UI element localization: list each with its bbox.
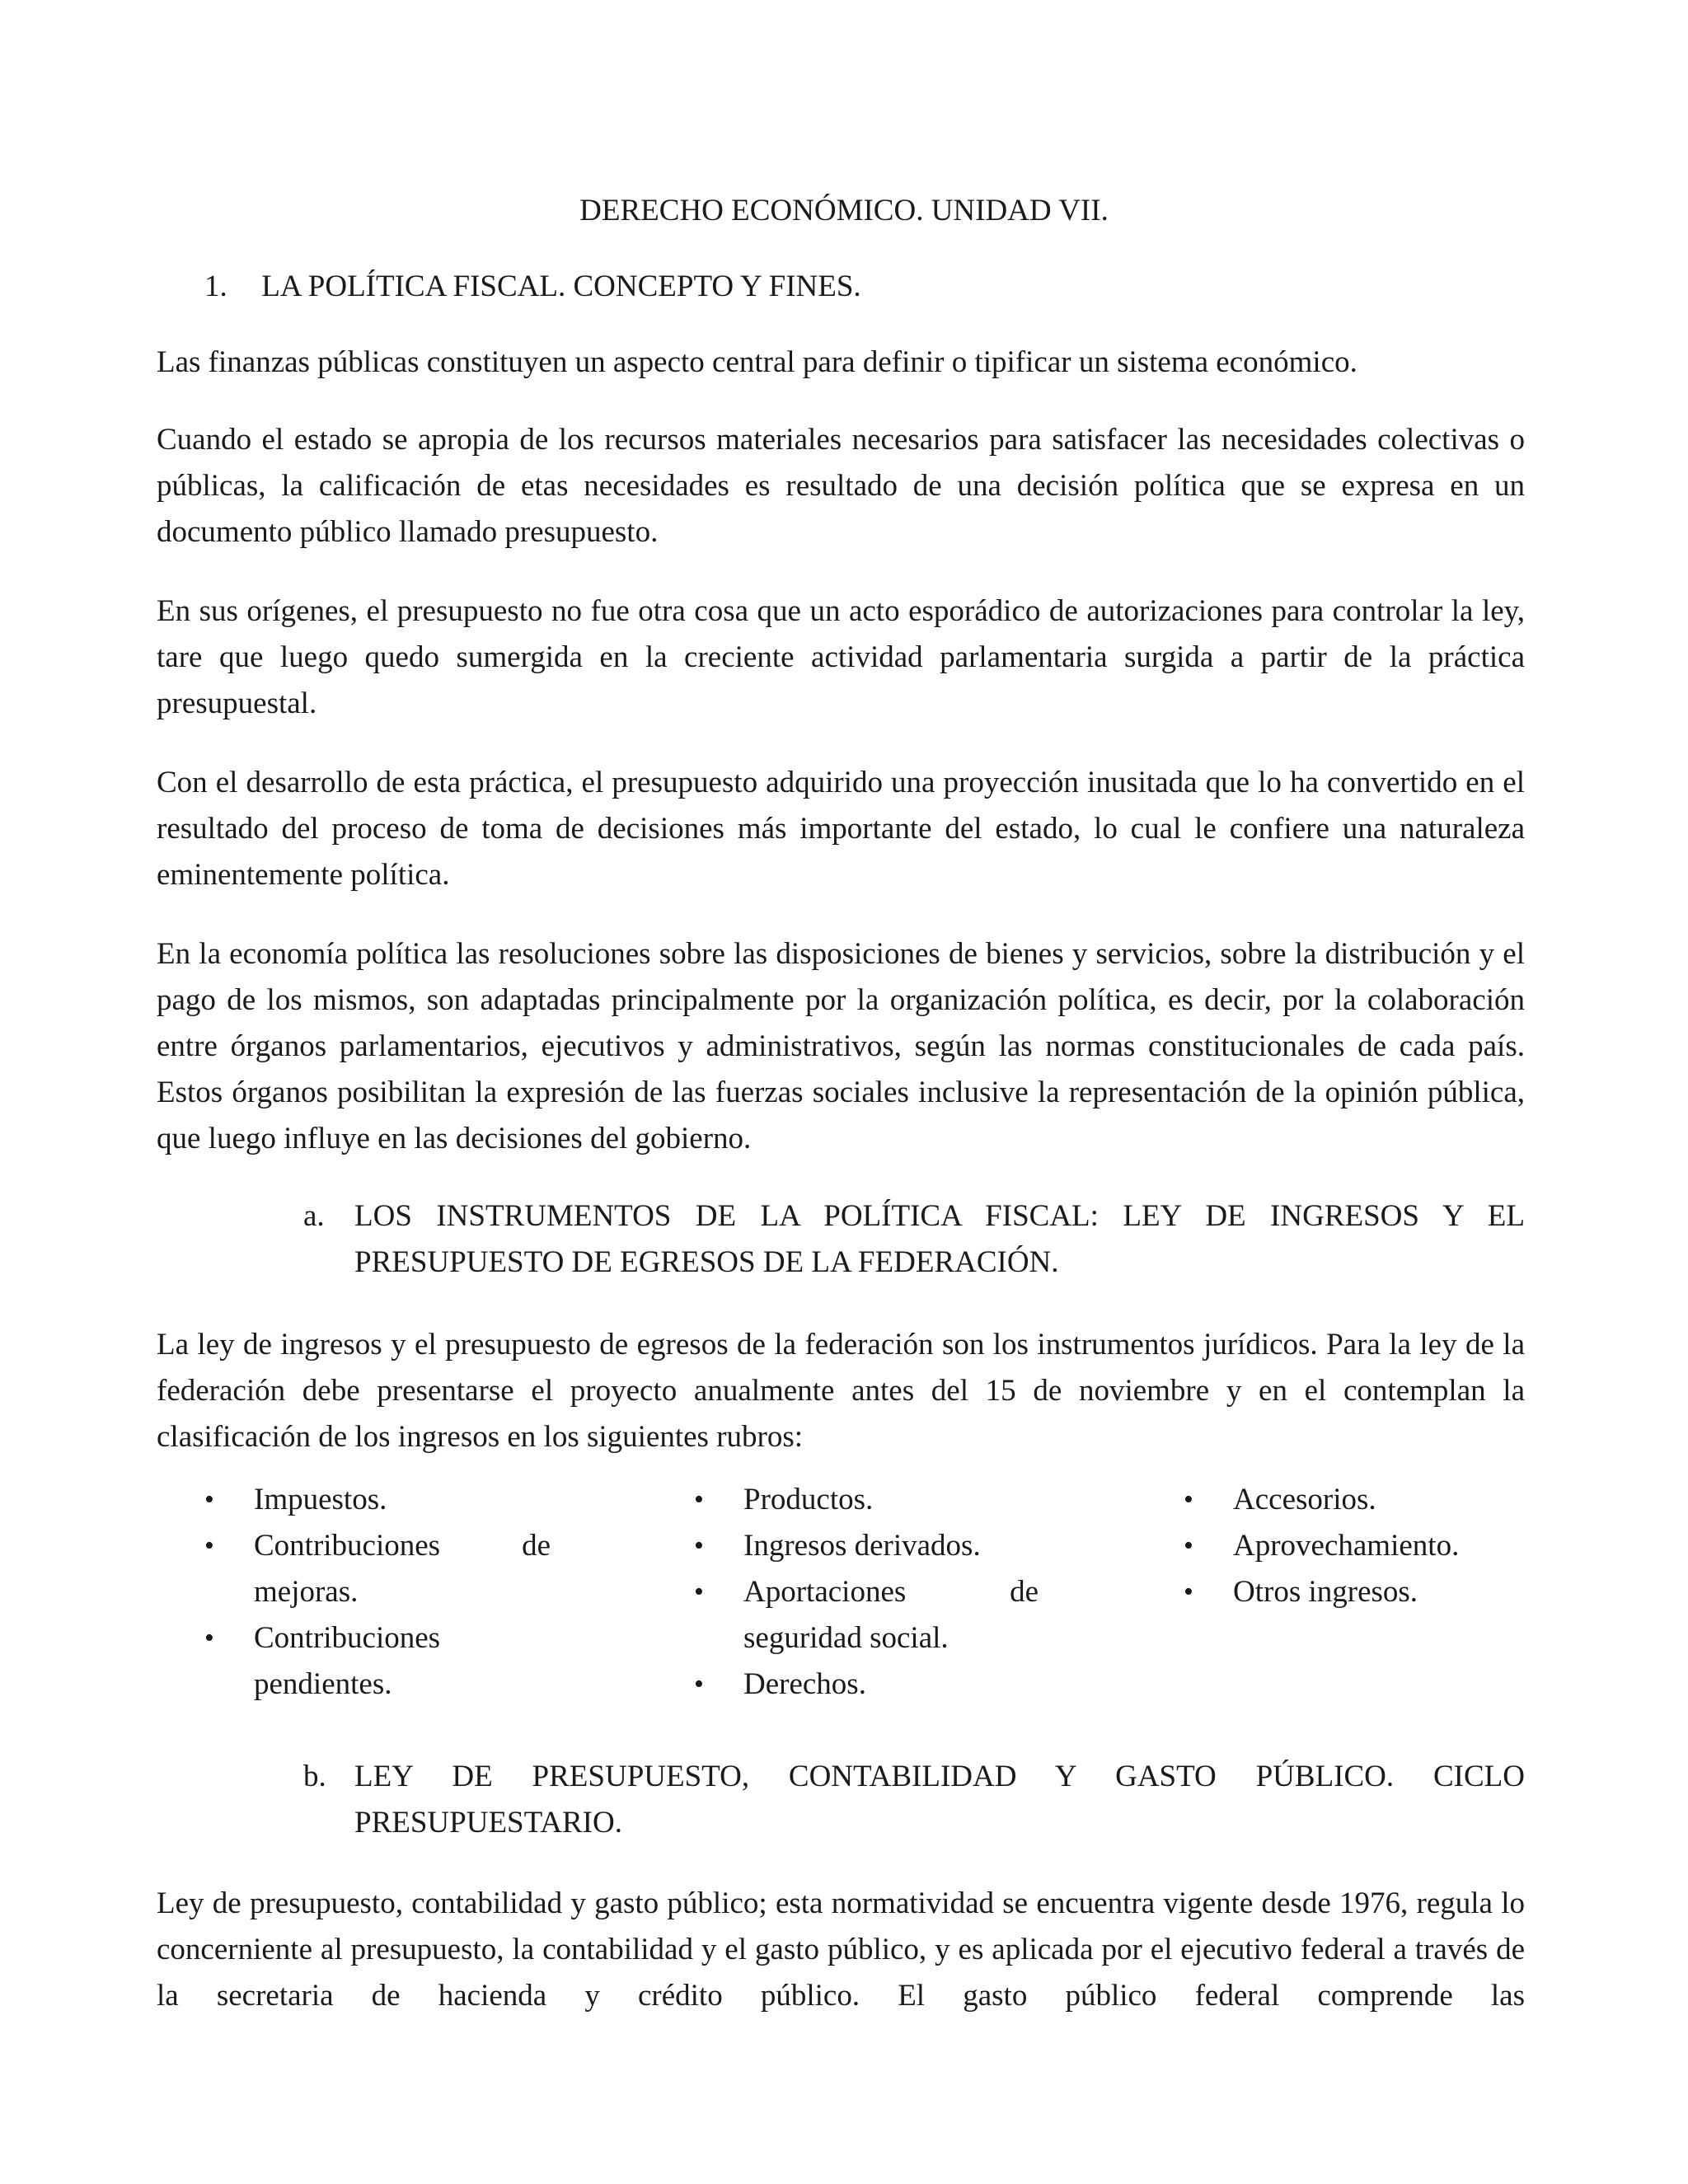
paragraph-3: En sus orígenes, el presupuesto no fue otra cosa que un acto esporádico de autorizaciones para controlar la ley, tare que luego quedo sumergida en la creciente actividad parlamentaria surgida a partir de la práctica presupuestal. bbox=[157, 594, 1525, 720]
rubros-column-3 bbox=[1184, 1477, 1525, 1615]
section-1-number: 1. bbox=[204, 269, 227, 303]
section-1-title: LA POLÍTICA FISCAL. CONCEPTO Y FINES. bbox=[261, 269, 861, 303]
section-1-heading bbox=[204, 264, 861, 310]
list-item-text: Contribuciones bbox=[254, 1529, 441, 1563]
list-item bbox=[1184, 1477, 1525, 1523]
list-item bbox=[1184, 1523, 1525, 1569]
list-item bbox=[694, 1661, 1039, 1708]
list-item bbox=[204, 1477, 551, 1523]
list-item-continuation: mejoras. bbox=[254, 1575, 359, 1609]
list-item-text: Contribuciones bbox=[254, 1621, 441, 1655]
bullet-icon: • bbox=[694, 1484, 704, 1515]
paragraph-1: Las finanzas públicas constituyen un aspecto central para definir o tipificar un sistema económico. bbox=[157, 345, 1357, 379]
paragraph-b: Ley de presupuesto, contabilidad y gasto público; esta normatividad se encuentra vigente desde 1976, regula lo concerniente al presupuesto, la contabilidad y el gasto público, y es aplicada por el ejecutivo federal a través de la secretaria de hacienda y crédito público. El gasto público federal comprende las bbox=[157, 1886, 1525, 2013]
list-item-text-end: de bbox=[1010, 1575, 1039, 1609]
bullet-icon: • bbox=[1184, 1530, 1193, 1561]
list-item-text: Accesorios. bbox=[1233, 1483, 1376, 1516]
list-item-continuation: pendientes. bbox=[254, 1667, 392, 1701]
subsection-a-heading bbox=[303, 1193, 1525, 1286]
subsection-a-mark: a. bbox=[303, 1199, 325, 1233]
list-item-text: Aprovechamiento. bbox=[1233, 1529, 1460, 1563]
bullet-icon: • bbox=[204, 1623, 214, 1653]
paragraph-2: Cuando el estado se apropia de los recursos materiales necesarios para satisfacer las necesidades colectivas o públicas, la calificación de etas necesidades es resultado de una decisión política que se expresa en un documento público llamado presupuesto. bbox=[157, 423, 1525, 549]
paragraph-5: En la economía política las resoluciones sobre las disposiciones de bienes y servicios, sobre la distribución y el pago de los mismos, son adaptadas principalmente por la organización política, es decir, por la colaboración entre órganos parlamentarios, ejecutivos y administrativos, según las normas constitucionales de cada país. Estos órganos posibilitan la expresión de las fuerzas sociales inclusive la representación de la opinión pública, que luego influye en las decisiones del gobierno. bbox=[157, 937, 1525, 1155]
list-item bbox=[204, 1615, 551, 1708]
list-item bbox=[694, 1477, 1039, 1523]
subsection-b-title: LEY DE PRESUPUESTO, CONTABILIDAD Y GASTO PÚBLICO. CICLO PRESUPUESTARIO. bbox=[354, 1760, 1525, 1840]
list-item-text: Ingresos derivados. bbox=[743, 1529, 981, 1563]
list-item bbox=[204, 1523, 551, 1615]
subsection-b-mark: b. bbox=[303, 1760, 326, 1793]
bullet-icon: • bbox=[1184, 1577, 1193, 1607]
bullet-icon: • bbox=[204, 1484, 214, 1515]
bullet-icon: • bbox=[694, 1669, 704, 1699]
bullet-icon: • bbox=[1184, 1484, 1193, 1515]
list-item bbox=[694, 1523, 1039, 1569]
rubros-column-1 bbox=[204, 1477, 551, 1708]
list-item bbox=[1184, 1569, 1525, 1615]
document-title: DERECHO ECONÓMICO. UNIDAD VII. bbox=[579, 194, 1109, 227]
subsection-a-title: LOS INSTRUMENTOS DE LA POLÍTICA FISCAL: LEY DE INGRESOS Y EL PRESUPUESTO DE EGRESOS DE LA FEDERACIÓN. bbox=[354, 1199, 1525, 1279]
rubros-column-2 bbox=[694, 1477, 1039, 1708]
list-item-text: Impuestos. bbox=[254, 1483, 387, 1516]
list-item-text: Productos. bbox=[743, 1483, 874, 1516]
list-item bbox=[694, 1569, 1039, 1661]
list-item-text-end: de bbox=[522, 1529, 551, 1563]
subsection-b-heading bbox=[303, 1754, 1525, 1846]
paragraph-a: La ley de ingresos y el presupuesto de egresos de la federación son los instrumentos jurídicos. Para la ley de la federación debe presentarse el proyecto anualmente antes del 15 de noviembre y en el contemplan la clasificación de los ingresos en los siguientes rubros: bbox=[157, 1328, 1525, 1454]
paragraph-4: Con el desarrollo de esta práctica, el presupuesto adquirido una proyección inusitada que lo ha convertido en el resultado del proceso de toma de decisiones más importante del estado, lo cual le confiere una naturaleza eminentemente política. bbox=[157, 766, 1525, 892]
list-item-continuation: seguridad social. bbox=[743, 1621, 949, 1655]
list-item-text: Aportaciones bbox=[743, 1575, 907, 1609]
bullet-icon: • bbox=[694, 1577, 704, 1607]
list-item-text: Otros ingresos. bbox=[1233, 1575, 1418, 1609]
bullet-icon: • bbox=[204, 1530, 214, 1561]
list-item-text: Derechos. bbox=[743, 1667, 866, 1701]
bullet-icon: • bbox=[694, 1530, 704, 1561]
